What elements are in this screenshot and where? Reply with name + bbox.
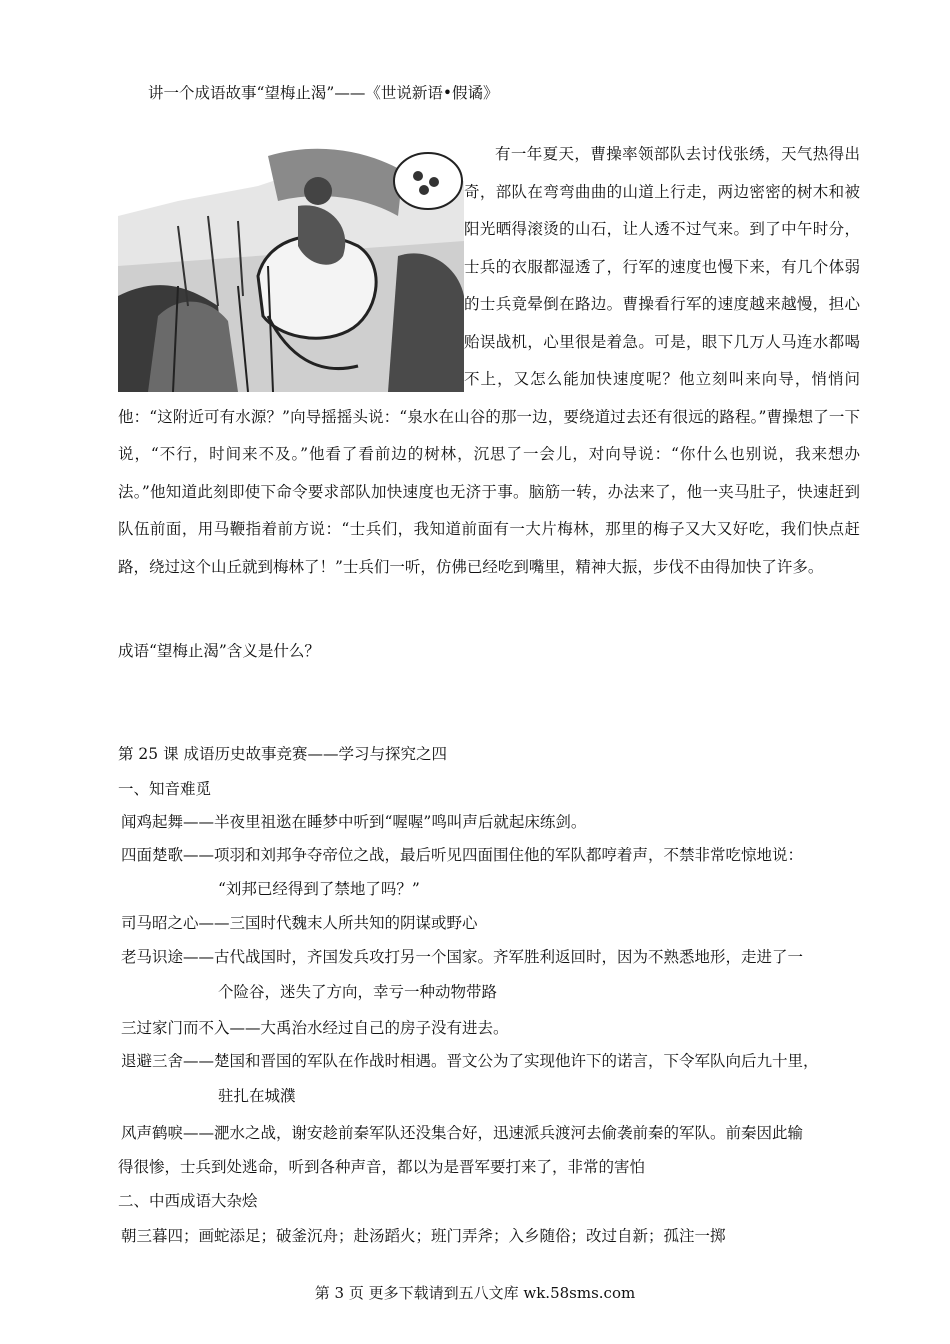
idiom-item: 四面楚歌——项羽和刘邦争夺帝位之战，最后听见四面围住他的军队都哼着声，不禁非常吃惊地说： xyxy=(121,846,804,864)
section2-heading: 二、中西成语大杂烩 xyxy=(118,1192,258,1210)
idiom-item: 三过家门而不入——大禹治水经过自己的房子没有进去。 xyxy=(121,1019,509,1037)
page-footer: 第 3 页 更多下载请到五八文库 wk.58sms.com xyxy=(314,1284,636,1302)
illustration-cao-cao-on-horseback xyxy=(118,146,464,392)
idiom-item-continuation: 个险谷，迷失了方向，幸亏一种动物带路 xyxy=(218,983,498,1001)
section1-heading: 一、知音难觅 xyxy=(118,780,212,798)
idiom-item: 退避三舍——楚国和晋国的军队在作战时相遇。晋文公为了实现他许下的诺言，下令军队向后九十里， xyxy=(121,1052,819,1070)
idiom-item: 闻鸡起舞——半夜里祖逖在睡梦中听到“喔喔”鸣叫声后就起床练剑。 xyxy=(121,813,587,831)
idiom-list: 朝三暮四；画蛇添足；破釜沉舟；赴汤蹈火；班门弄斧；入乡随俗；改过自新；孤注一掷 xyxy=(121,1227,726,1245)
idiom-item: 司马昭之心——三国时代魏末人所共知的阴谋或野心 xyxy=(121,914,478,932)
idiom-item-continuation: “刘邦已经得到了禁地了吗？” xyxy=(218,880,420,898)
idiom-item-continuation: 驻扎在城濮 xyxy=(218,1087,296,1105)
lesson-title: 第 25 课 成语历史故事竞赛——学习与探究之四 xyxy=(118,745,448,763)
idiom-item: 老马识途——古代战国时，齐国发兵攻打另一个国家。齐军胜利返回时，因为不熟悉地形，走进了一 xyxy=(121,948,804,966)
idiom-item-continuation: 得很惨，士兵到处逃命，听到各种声音，都以为是晋军要打来了，非常的害怕 xyxy=(118,1158,646,1176)
story-title: 讲一个成语故事“望梅止渴”——《世说新语•假谲》 xyxy=(148,84,499,102)
idiom-item: 风声鹤唳——淝水之战，谢安趁前秦军队还没集合好，迅速派兵渡河去偷袭前秦的军队。前秦因此输 xyxy=(121,1124,804,1142)
story-body: 有一年夏天，曹操率领部队去讨伐张绣，天气热得出奇，部队在弯弯曲曲的山道上行走，两边密密的树木和被阳光晒得滚烫的山石，让人透不过气来。到了中午时分，士兵的衣服都湿透了，行军的速度也慢下来，有几个体弱的士兵竟晕倒在路边。曹操看行军的速度越来越慢，担心贻误战机，心里很是着急。可是，眼下几万人马连水都喝不上，又怎么能加快速度呢？他立刻叫来向导，悄悄问他：“这附近可有水源？”向导摇摇头说：“泉水在山谷的那一边，要绕道过去还有很远的路程。”曹操想了一下说，“不行，时间来不及。”他看了看前边的树林，沉思了一会儿，对向导说：“你什么也别说，我来想办法。”他知道此刻即使下命令要求部队加快速度也无济于事。脑筋一转，办法来了，他一夹马肚子，快速赶到队伍前面，用马鞭指着前方说：“士兵们，我知道前面有一大片梅林，那里的梅子又大又好吃，我们快点赶路，绕过这个山丘就到梅林了！”士兵们一听，仿佛已经吃到嘴里，精神大振，步伐不由得加快了许多。 xyxy=(118,145,860,576)
story-question: 成语“望梅止渴”含义是什么？ xyxy=(118,642,320,660)
